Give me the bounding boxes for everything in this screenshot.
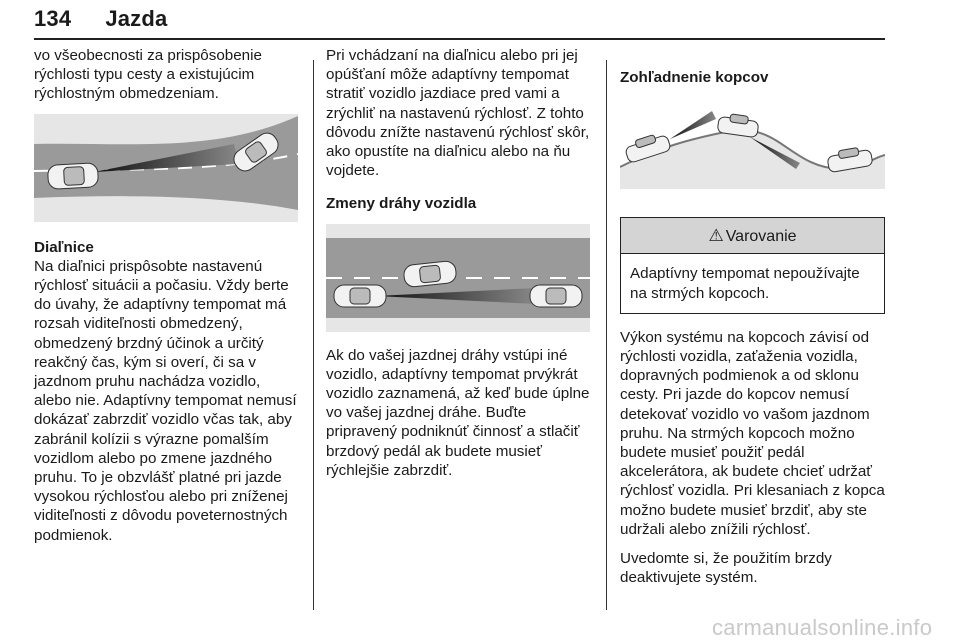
subheading: Zohľadnenie kopcov <box>620 69 769 86</box>
subheading: Zmeny dráhy vozidla <box>326 195 477 213</box>
warning-box <box>620 217 885 314</box>
subheading: Diaľnice <box>34 238 94 256</box>
warning-title: Varovanie <box>725 228 797 246</box>
column-3 <box>620 46 885 587</box>
paragraph: vo všeobecnosti za prispôsobenie rýchlosti typu cesty a existujúcim rýchlostným obmedzeniam. <box>34 47 262 103</box>
paragraph: Výkon systému na kopcoch závisí od rýchlosti vozidla, zaťaženia vozidla, dopravných podmienok a od sklonu cesty. Pri jazde do kopcov nemusí detekovať vozidlo vo vašom jazdnom pruhu. Na strmých kopcoch možno budete musieť použiť pedál akcelerátora, ak budete chcieť udržať rýchlosť vozidla. Pri klesaniach z kopca možno budete musieť brzdiť, aby ste udržali alebo znížili rýchlosť. <box>620 328 885 538</box>
column-2 <box>326 46 590 480</box>
section-title: Jazda <box>105 6 168 31</box>
column-1 <box>34 46 298 545</box>
highway-curve-illustration <box>34 114 298 222</box>
warning-text: Adaptívny tempomat nepoužívajte na strmých kopcoch. <box>630 265 860 302</box>
watermark: carmanualsonline.info <box>712 615 933 640</box>
page-header <box>34 6 167 32</box>
paragraph: Pri vchádzaní na diaľnicu alebo pri jej opúšťaní môže adaptívny tempomat stratiť vozidlo jazdiace pred vami a zrýchliť na nastavenú rýchlosť. Z tohto dôvodu znížte nastavenú rýchlosť skôr, ako opustíte na diaľnicu alebo na ňu vojdete. <box>326 47 590 180</box>
paragraph: Uvedomte si, že použitím brzdy deaktivujete systém. <box>620 550 832 587</box>
column-divider <box>313 60 314 610</box>
page-number: 134 <box>34 6 72 31</box>
hills-illustration <box>620 97 885 189</box>
paragraph: Na diaľnici prispôsobte nastavenú rýchlosť situácii a počasiu. Vždy berte do úvahy, že adaptívny tempomat má rozsah viditeľnosti obmedzený, obmedzený brzdný účinok a určitý reakčný čas, kým si overí, či sa v jazdnom pruhu nachádza vozidlo, alebo nie. Adaptívny tempomat nemusí dokázať zabrzdiť vozidlo včas tak, aby zabránil kolízii s výrazne pomalším vozidlom alebo po zmene jazdného pruhu. To je obzvlášť platné pri jazde vysokou rýchlosťou alebo pri zníženej viditeľnosti z dôvodu poveternostných podmienok. <box>34 257 297 544</box>
column-divider <box>606 60 607 610</box>
warning-header <box>621 218 884 254</box>
header-rule <box>34 38 885 40</box>
paragraph: Ak do vašej jazdnej dráhy vstúpi iné vozidlo, adaptívny tempomat prvýkrát vozidlo zaznamená, až keď bude úplne vo vašej jazdnej dráhe. Buďte pripravený podniknúť činnosť a stlačiť brzdový pedál ak budete musieť rýchlejšie zabrzdiť. <box>326 346 590 479</box>
lane-change-illustration <box>326 224 590 332</box>
warning-triangle-icon: ⚠ <box>708 226 724 246</box>
